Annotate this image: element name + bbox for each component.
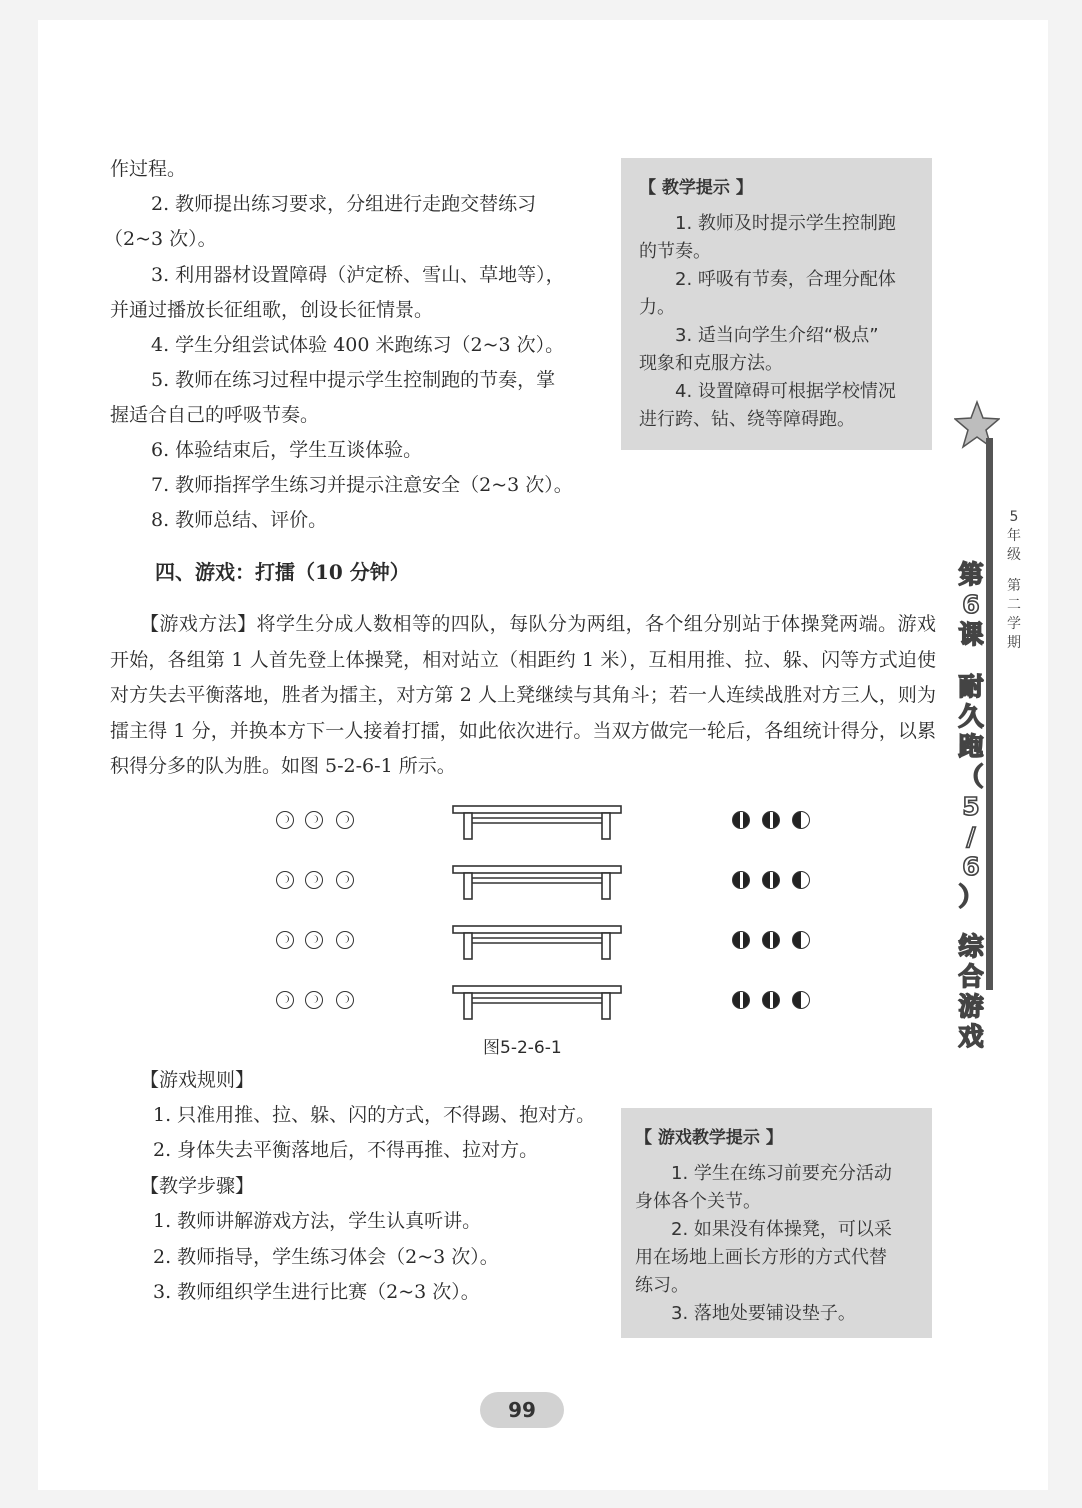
teaching-step-item: 1. 教师讲解游戏方法，学生认真听讲。 <box>153 1210 482 1232</box>
figure-row <box>270 865 830 905</box>
bench-icon <box>452 985 622 1021</box>
figure-row <box>270 985 830 1025</box>
lesson-char: 第 <box>958 560 984 589</box>
step-line: 7. 教师指挥学生练习并提示注意安全（2~3 次）。 <box>151 474 573 496</box>
player-open-icon <box>305 811 323 829</box>
game-rule-item: 2. 身体失去平衡落地后，不得再推、拉对方。 <box>153 1139 539 1161</box>
player-open-icon <box>305 931 323 949</box>
grade-char: 5 <box>1009 509 1019 525</box>
player-open-icon <box>305 871 323 889</box>
figure-row <box>270 925 830 965</box>
teaching-step-item: 2. 教师指导，学生练习体会（2~3 次）。 <box>153 1246 499 1268</box>
bench-icon <box>452 925 622 961</box>
grade-char: 二 <box>1007 597 1021 613</box>
lesson-char: 6 <box>962 590 980 619</box>
teaching-step-item: 3. 教师组织学生进行比赛（2~3 次）。 <box>153 1281 480 1303</box>
lesson-char: 跑 <box>958 732 984 761</box>
player-open-icon <box>336 871 354 889</box>
lesson-title <box>956 560 986 1052</box>
tip-line: 3. 适当向学生介绍“极点” <box>675 325 879 346</box>
tip-line: 1. 学生在练习前要充分活动 <box>671 1163 892 1184</box>
tip-line: 练习。 <box>635 1275 689 1296</box>
bench-icon <box>452 865 622 901</box>
step-line: 4. 学生分组尝试体验 400 米跑练习（2~3 次）。 <box>151 334 565 356</box>
step-line: 握适合自己的呼吸节奏。 <box>110 404 320 426</box>
player-open-icon <box>336 991 354 1009</box>
grade-char: 第 <box>1007 578 1021 594</box>
player-open-icon <box>336 931 354 949</box>
player-dark-icon <box>732 931 750 949</box>
player-open-icon <box>276 931 294 949</box>
star-icon <box>954 400 1000 450</box>
lesson-char: （ <box>958 762 984 791</box>
player-dark-icon <box>762 811 780 829</box>
step-line: 6. 体验结束后，学生互谈体验。 <box>151 439 423 461</box>
game-tips-title: 【 游戏教学提示 】 <box>635 1128 783 1148</box>
tip-line: 力。 <box>639 297 675 318</box>
step-line: 3. 利用器材设置障碍（泸定桥、雪山、草地等）， <box>151 264 565 286</box>
player-dark-icon <box>792 991 810 1009</box>
lesson-char: 戏 <box>958 1022 984 1051</box>
player-dark-icon <box>732 811 750 829</box>
player-open-icon <box>305 991 323 1009</box>
step-line: 作过程。 <box>110 158 187 180</box>
grade-char: 学 <box>1007 616 1021 632</box>
player-dark-icon <box>732 991 750 1009</box>
player-dark-icon <box>792 811 810 829</box>
player-open-icon <box>336 811 354 829</box>
player-open-icon <box>276 811 294 829</box>
player-open-icon <box>276 991 294 1009</box>
player-open-icon <box>276 871 294 889</box>
tip-line: 身体各个关节。 <box>635 1191 761 1212</box>
step-line: 并通过播放长征组歌，创设长征情景。 <box>110 299 434 321</box>
game-method-paragraph: 【游戏方法】将学生分成人数相等的四队，每队分为两组，各个组分别站于体操凳两端。游戏开始，各组第 1 人首先登上体操凳，相对站立（相距约 1 米），互相用推、拉、躲、闪等方式迫使对方失去平衡落地，胜者为擂主，对方第 2 人上凳继续与其角斗；若一人连续战胜对方三人，则为擂主得 1 分，并换本方下一人接着打擂，如此依次进行。当双方做完一轮后，各组统计得分，以累积得分多的队为胜。如图 5-2-6-1 所示。 <box>110 613 936 777</box>
lesson-char: 5 <box>962 792 980 821</box>
player-dark-icon <box>762 991 780 1009</box>
page-number: 99 <box>480 1392 564 1428</box>
lesson-char: 课 <box>958 620 984 649</box>
player-dark-icon <box>732 871 750 889</box>
grade-char: 年 <box>1007 528 1021 544</box>
tip-line: 用在场地上画长方形的方式代替 <box>635 1247 887 1268</box>
game-tips-box <box>621 1108 932 1338</box>
side-bar <box>986 438 993 990</box>
player-dark-icon <box>792 931 810 949</box>
grade-label <box>1003 508 1025 653</box>
step-line: 5. 教师在练习过程中提示学生控制跑的节奏，掌 <box>151 369 556 391</box>
lesson-char: 综 <box>958 932 984 961</box>
step-line: 8. 教师总结、评价。 <box>151 509 328 531</box>
section-title: 四、游戏：打擂（10 分钟） <box>155 560 410 584</box>
tip-line: 2. 呼吸有节奏，合理分配体 <box>675 269 896 290</box>
lesson-char: 合 <box>958 962 984 991</box>
lesson-char: 久 <box>958 702 984 731</box>
step-line: （2~3 次）。 <box>104 228 217 250</box>
player-dark-icon <box>792 871 810 889</box>
bench-icon <box>452 805 622 841</box>
figure-row <box>270 805 830 845</box>
tip-line: 现象和克服方法。 <box>639 353 783 374</box>
tip-line: 进行跨、钻、绕等障碍跑。 <box>639 409 855 430</box>
game-rule-item: 1. 只准用推、拉、躲、闪的方式，不得踢、抱对方。 <box>153 1104 596 1126</box>
tip-line: 4. 设置障碍可根据学校情况 <box>675 381 896 402</box>
game-rules-title: 【游戏规则】 <box>140 1069 255 1091</box>
tip-line: 的节奏。 <box>639 241 711 262</box>
grade-char: 期 <box>1007 635 1021 651</box>
teaching-tips-title: 【 教学提示 】 <box>639 178 753 198</box>
figure-caption: 图5-2-6-1 <box>483 1038 562 1058</box>
tip-line: 2. 如果没有体操凳，可以采 <box>671 1219 892 1240</box>
lesson-char: 耐 <box>958 672 984 701</box>
lesson-char: / <box>966 822 976 851</box>
player-dark-icon <box>762 931 780 949</box>
lesson-char: ） <box>958 882 984 911</box>
teaching-steps-title: 【教学步骤】 <box>140 1175 255 1197</box>
lesson-char: 6 <box>962 852 980 881</box>
tip-line: 3. 落地处要铺设垫子。 <box>671 1303 856 1324</box>
teaching-tips-box <box>621 158 932 450</box>
lesson-char: 游 <box>958 992 984 1021</box>
player-dark-icon <box>762 871 780 889</box>
step-line: 2. 教师提出练习要求，分组进行走跑交替练习 <box>151 193 537 215</box>
tip-line: 1. 教师及时提示学生控制跑 <box>675 213 896 234</box>
grade-char: 级 <box>1007 547 1021 563</box>
